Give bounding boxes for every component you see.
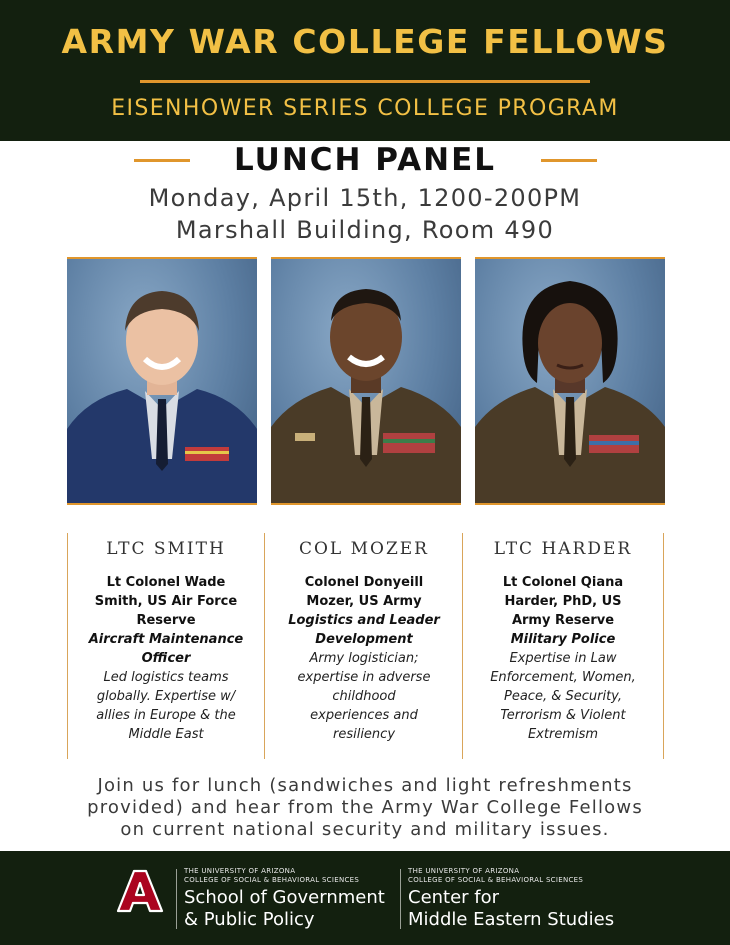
- footer-unit-name-line: School of Government: [184, 887, 385, 908]
- invitation-line: on current national security and military issues.: [120, 819, 610, 840]
- bio-desc-line: Expertise in Law: [509, 651, 617, 666]
- bio-short-name: LTC HARDER: [493, 539, 633, 559]
- bio-desc-line: allies in Europe & the: [96, 708, 236, 723]
- bio-desc-line: Middle East: [128, 727, 204, 742]
- bio-desc-line: experiences and: [310, 708, 418, 723]
- invitation-line: provided) and hear from the Army War College Fellows: [87, 797, 643, 818]
- bio-desc-line: globally. Expertise w/: [96, 689, 236, 704]
- portrait-mozer-figure: [271, 259, 461, 503]
- bio-full-name-line: Mozer, US Army: [306, 594, 422, 609]
- footer-divider-2: [400, 869, 401, 929]
- header-banner: [0, 0, 730, 141]
- bio-role-line: Logistics and Leader: [288, 613, 440, 628]
- header-title: ARMY WAR COLLEGE FELLOWS: [61, 22, 669, 61]
- bio-desc-line: Peace, & Security,: [504, 689, 622, 704]
- portrait-harder-figure: [475, 259, 665, 503]
- university-of-arizona-logo: [114, 867, 166, 915]
- footer-divider-1: [176, 869, 177, 929]
- event-location: Marshall Building, Room 490: [175, 216, 555, 244]
- invitation-text: [60, 775, 670, 841]
- event-date: Monday, April 15th, 1200-200PM: [148, 184, 582, 212]
- bio-desc-line: Extremism: [527, 727, 599, 742]
- header-divider: [140, 80, 590, 83]
- bio-full-name-line: Harder, PhD, US: [504, 594, 622, 609]
- portrait-harder: [475, 257, 665, 505]
- invitation-line: Join us for lunch (sandwiches and light refreshments: [97, 775, 633, 796]
- footer-school-of-government: [184, 867, 385, 931]
- bio-full-name-line: Smith, US Air Force: [94, 594, 238, 609]
- bio-harder: [464, 533, 662, 759]
- bio-full-name-line: Army Reserve: [511, 613, 615, 628]
- bio-divider-4: [663, 533, 664, 759]
- bio-desc-line: Led logistics teams: [103, 670, 229, 685]
- footer-unit-name-line: Middle Eastern Studies: [408, 909, 615, 930]
- bio-desc-line: childhood: [332, 689, 396, 704]
- bio-desc-line: Enforcement, Women,: [490, 670, 636, 685]
- footer-college-line: COLLEGE OF SOCIAL & BEHAVIORAL SCIENCES: [184, 876, 360, 884]
- bio-short-name: COL MOZER: [298, 539, 429, 559]
- bio-short-name: LTC SMITH: [106, 539, 226, 559]
- portrait-smith-figure: [67, 259, 257, 503]
- bio-full-name-line: Lt Colonel Qiana: [502, 575, 624, 590]
- event-title: LUNCH PANEL: [234, 142, 496, 178]
- bio-smith: [67, 533, 265, 759]
- portrait-smith: [67, 257, 257, 505]
- bio-full-name-line: Colonel Donyeill: [304, 575, 424, 590]
- bio-role-line: Officer: [141, 651, 191, 666]
- bio-desc-line: Terrorism & Violent: [500, 708, 626, 723]
- bio-role-line: Aircraft Maintenance: [88, 632, 244, 647]
- bio-full-name-line: Lt Colonel Wade: [106, 575, 226, 590]
- bio-full-name-line: Reserve: [136, 613, 196, 628]
- bio-mozer: [265, 533, 463, 759]
- footer-unit-name-line: & Public Policy: [184, 909, 315, 930]
- bio-role-line: Development: [315, 632, 413, 647]
- bio-role-line: Military Police: [510, 632, 616, 647]
- bio-desc-line: resiliency: [332, 727, 396, 742]
- bio-desc-line: Army logistician;: [309, 651, 419, 666]
- footer-middle-eastern-studies: [408, 867, 614, 931]
- footer-unit-name-line: Center for: [408, 887, 500, 908]
- header-subtitle: EISENHOWER SERIES COLLEGE PROGRAM: [111, 96, 619, 121]
- footer-university-line: THE UNIVERSITY OF ARIZONA: [184, 867, 296, 875]
- footer-university-line: THE UNIVERSITY OF ARIZONA: [408, 867, 520, 875]
- footer-banner: [0, 851, 730, 945]
- footer-college-line: COLLEGE OF SOCIAL & BEHAVIORAL SCIENCES: [408, 876, 584, 884]
- portrait-mozer: [271, 257, 461, 505]
- bio-desc-line: expertise in adverse: [297, 670, 431, 685]
